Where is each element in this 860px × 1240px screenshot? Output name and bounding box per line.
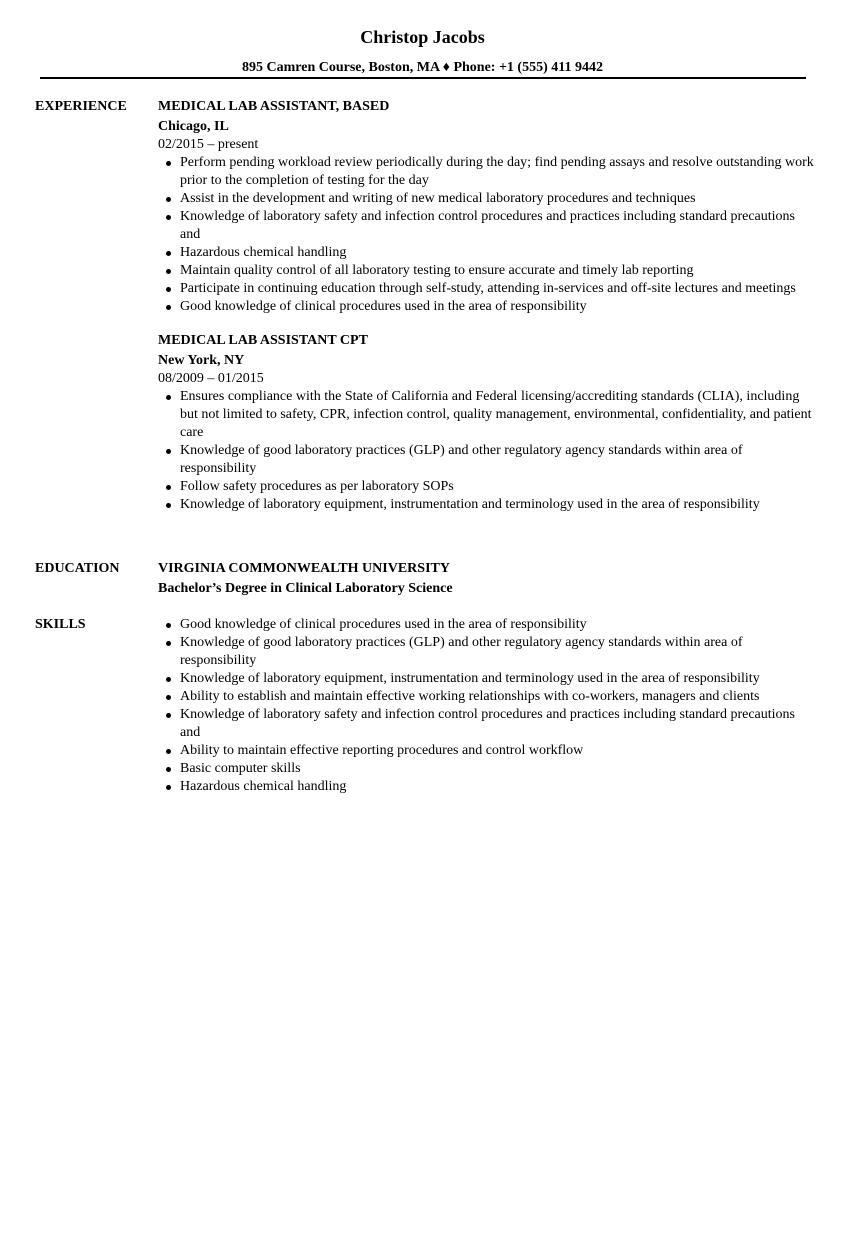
list-item: Knowledge of laboratory safety and infection control procedures and practices including standard precautions and <box>158 706 818 742</box>
job-dates: 02/2015 – present <box>158 137 259 152</box>
skills-section <box>158 616 818 796</box>
job-dates: 08/2009 – 01/2015 <box>158 371 264 386</box>
list-item: Knowledge of laboratory equipment, instrumentation and terminology used in the area of responsibility <box>158 670 818 688</box>
education-heading: EDUCATION <box>35 561 120 576</box>
list-item: Perform pending workload review periodically during the day; find pending assays and resolve outstanding work prior to the completion of testing for the day <box>158 154 818 190</box>
list-item: Hazardous chemical handling <box>158 778 818 796</box>
job-entry <box>158 98 818 316</box>
degree-name: Bachelor’s Degree in Clinical Laboratory Science <box>158 581 453 596</box>
list-item: Good knowledge of clinical procedures used in the area of responsibility <box>158 616 818 634</box>
list-item: Knowledge of laboratory equipment, instrumentation and terminology used in the area of responsibility <box>158 496 818 514</box>
list-item: Knowledge of good laboratory practices (GLP) and other regulatory agency standards within area of responsibility <box>158 442 818 478</box>
list-item: Ability to establish and maintain effective working relationships with co-workers, managers and clients <box>158 688 818 706</box>
job-bullets <box>158 154 818 316</box>
job-title: MEDICAL LAB ASSISTANT CPT <box>158 333 368 348</box>
list-item: Knowledge of laboratory safety and infection control procedures and practices including standard precautions and <box>158 208 818 244</box>
list-item: Good knowledge of clinical procedures used in the area of responsibility <box>158 298 818 316</box>
job-location: Chicago, IL <box>158 119 229 134</box>
skills-list <box>158 616 818 796</box>
education-section <box>158 560 818 598</box>
job-entry <box>158 332 818 514</box>
list-item: Maintain quality control of all laboratory testing to ensure accurate and timely lab reporting <box>158 262 818 280</box>
header-divider <box>40 77 806 79</box>
job-location: New York, NY <box>158 353 245 368</box>
skills-heading: SKILLS <box>35 617 86 632</box>
list-item: Follow safety procedures as per laboratory SOPs <box>158 478 818 496</box>
list-item: Assist in the development and writing of new medical laboratory procedures and techniques <box>158 190 818 208</box>
list-item: Hazardous chemical handling <box>158 244 818 262</box>
school-name: VIRGINIA COMMONWEALTH UNIVERSITY <box>158 561 450 576</box>
list-item: Knowledge of good laboratory practices (GLP) and other regulatory agency standards within area of responsibility <box>158 634 818 670</box>
list-item: Ability to maintain effective reporting procedures and control workflow <box>158 742 818 760</box>
experience-section <box>158 98 818 514</box>
contact-line: 895 Camren Course, Boston, MA ♦ Phone: +1 (555) 411 9442 <box>242 60 603 75</box>
job-title: MEDICAL LAB ASSISTANT, BASED <box>158 99 390 114</box>
list-item: Ensures compliance with the State of California and Federal licensing/accrediting standards (CLIA), including but not limited to safety, CPR, infection control, quality management, environmental, confidentiality, and patient care <box>158 388 818 442</box>
list-item: Participate in continuing education through self-study, attending in-services and off-site lectures and meetings <box>158 280 818 298</box>
candidate-name: Christop Jacobs <box>360 27 485 47</box>
job-bullets <box>158 388 818 514</box>
experience-heading: EXPERIENCE <box>35 99 127 114</box>
list-item: Basic computer skills <box>158 760 818 778</box>
